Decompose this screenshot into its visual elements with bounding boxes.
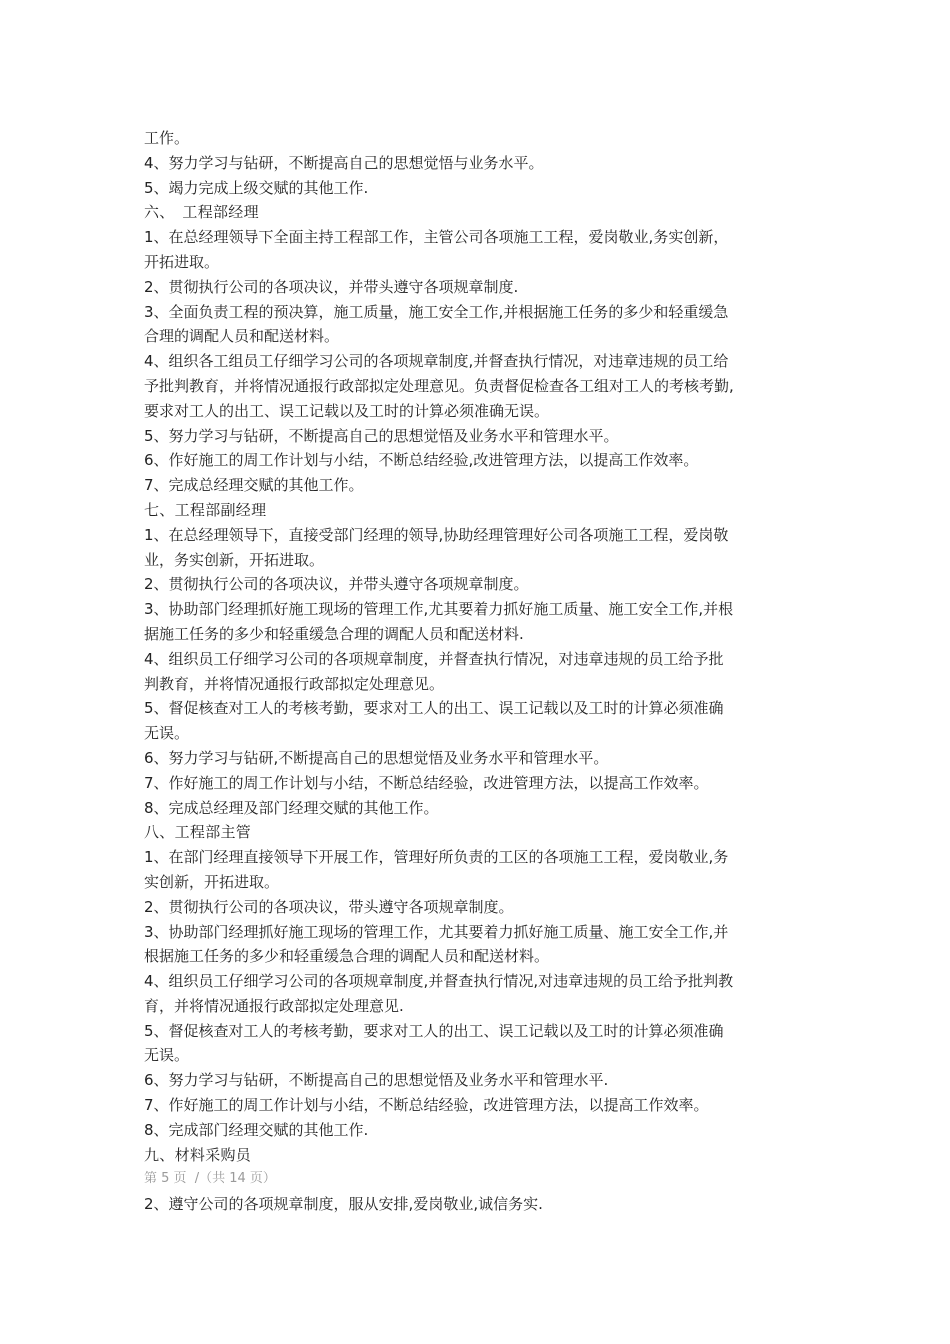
paragraph-line: 业，务实创新，开拓进取。 [144,550,325,569]
paragraph-line: 1、在总经理领导下全面主持工程部工作，主管公司各项施工工程，爱岗敬业,务实创新， [144,228,729,247]
paragraph-line: 实创新，开拓进取。 [144,872,280,891]
paragraph-line: 1、在总经理领导下，直接受部门经理的领导,协助经理管理好公司各项施工工程，爱岗敬 [144,525,729,544]
paragraph-line: 合理的调配人员和配送材料。 [144,327,340,346]
paragraph-line: 4、努力学习与钻研，不断提高自己的思想觉悟与业务水平。 [144,153,544,172]
paragraph-line: 无误。 [144,1046,190,1065]
paragraph-line: 2、贯彻执行公司的各项决议，并带头遵守各项规章制度。 [144,575,529,594]
paragraph-line: 5、督促核查对工人的考核考勤，要求对工人的出工、误工记载以及工时的计算必须准确 [144,699,724,718]
paragraph-line: 无误。 [144,724,190,743]
document-body-continued [144,1192,809,1217]
paragraph-line: 4、组织员工仔细学习公司的各项规章制度，并督查执行情况，对违章违规的员工给予批 [144,649,724,668]
paragraph-line: 4、组织员工仔细学习公司的各项规章制度,并督查执行情况,对违章违规的员工给予批判教 [144,972,734,991]
paragraph-line: 工作。 [144,129,190,147]
paragraph-line: 1、在部门经理直接领导下开展工作，管理好所负责的工区的各项施工工程，爱岗敬业,务 [144,848,729,867]
paragraph-line: 据施工任务的多少和轻重缓急合理的调配人员和配送材料. [144,624,524,643]
paragraph-line: 3、协助部门经理抓好施工现场的管理工作,尤其要着力抓好施工质量、施工安全工作,并根 [144,600,734,619]
document-body [144,126,809,1167]
paragraph-line: 根据施工任务的多少和轻重缓急合理的调配人员和配送材料。 [144,947,550,966]
paragraph-line: 4、组织各工组员工仔细学习公司的各项规章制度,并督查执行情况，对违章违规的员工给 [144,352,729,371]
section-heading: 八、工程部主管 [144,823,252,842]
paragraph-line: 6、努力学习与钻研,不断提高自己的思想觉悟及业务水平和管理水平。 [144,748,609,767]
paragraph-line: 3、协助部门经理抓好施工现场的管理工作，尤其要着力抓好施工质量、施工安全工作,并 [144,922,729,941]
paragraph-line: 5、努力学习与钻研，不断提高自己的思想觉悟及业务水平和管理水平。 [144,426,619,445]
page-number-label: 第 5 页 [144,1171,187,1187]
document-page [144,126,809,1217]
section-heading: 九、材料采购员 [144,1145,252,1164]
section-heading: 七、工程部副经理 [144,500,267,519]
paragraph-line: 6、作好施工的周工作计划与小结，不断总结经验,改进管理方法，以提高工作效率。 [144,451,699,470]
paragraph-line: 7、作好施工的周工作计划与小结，不断总结经验，改进管理方法，以提高工作效率。 [144,1096,709,1115]
paragraph-line: 8、完成总经理及部门经理交赋的其他工作。 [144,798,439,817]
paragraph-line: 育，并将情况通报行政部拟定处理意见. [144,996,404,1015]
paragraph-line: 7、完成总经理交赋的其他工作。 [144,476,364,495]
paragraph-line: 要求对工人的出工、误工记载以及工时的计算必须准确无误。 [144,401,550,420]
paragraph-line: 5、竭力完成上级交赋的其他工作. [144,178,369,197]
paragraph-line: 7、作好施工的周工作计划与小结，不断总结经验，改进管理方法，以提高工作效率。 [144,773,709,792]
paragraph-line: 判教育，并将情况通报行政部拟定处理意见。 [144,674,445,693]
paragraph-line: 2、贯彻执行公司的各项决议，并带头遵守各项规章制度. [144,277,519,296]
page-total-label: /（共 14 页） [194,1171,276,1187]
section-heading: 六、 工程部经理 [144,203,259,222]
paragraph-line: 5、督促核查对工人的考核考勤，要求对工人的出工、误工记载以及工时的计算必须准确 [144,1021,724,1040]
paragraph-line: 3、全面负责工程的预决算，施工质量，施工安全工作,并根据施工任务的多少和轻重缓急 [144,302,729,321]
paragraph-line: 8、完成部门经理交赋的其他工作. [144,1120,369,1139]
paragraph-line: 予批判教育，并将情况通报行政部拟定处理意见。负责督促检查各工组对工人的考核考勤, [144,376,734,395]
paragraph-line: 开拓进取。 [144,252,220,271]
paragraph-line: 6、努力学习与钻研，不断提高自己的思想觉悟及业务水平和管理水平. [144,1071,609,1090]
paragraph-line: 2、遵守公司的各项规章制度，服从安排,爱岗敬业,诚信务实. [144,1195,543,1214]
page-indicator [144,1167,809,1192]
paragraph-line: 2、贯彻执行公司的各项决议，带头遵守各项规章制度。 [144,897,514,916]
